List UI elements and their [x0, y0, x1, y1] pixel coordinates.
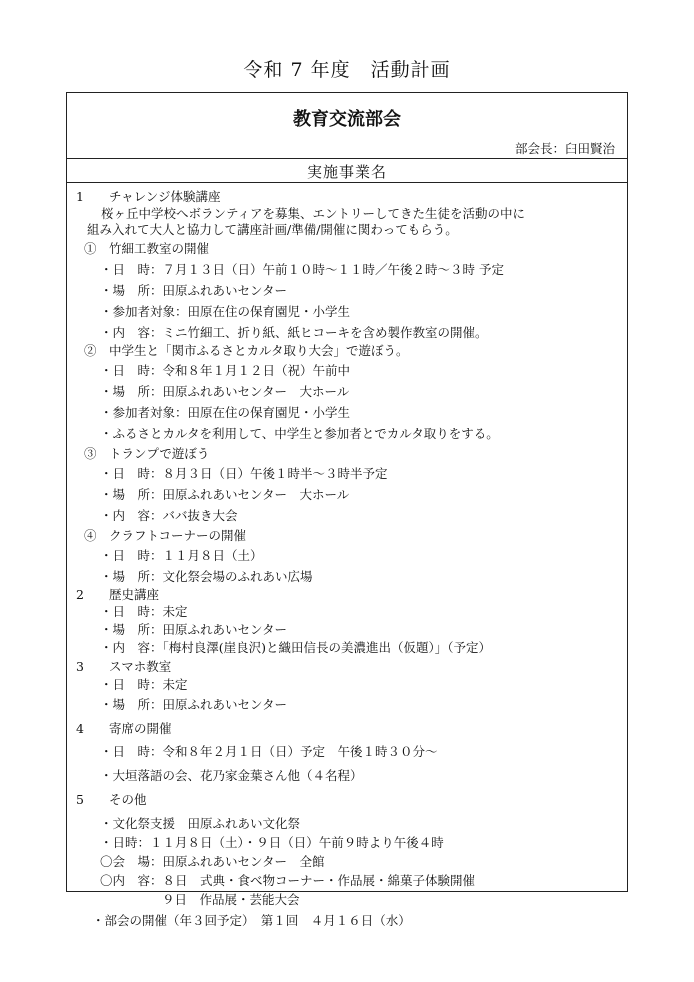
item-1-description: 組み入れて大人と協力して講座計画/準備/開催に関わってもらう。 [87, 222, 458, 237]
chair-name: 部会長：臼田賢治 [514, 141, 615, 156]
detail-line: ・日 時：８月３日（日）午後１時半～３時半予定 [100, 466, 388, 481]
subitem-title: ④ クラフトコーナーの開催 [84, 528, 247, 543]
item-title: 3 スマホ教室 [76, 659, 172, 674]
item-1-description: 桜ヶ丘中学校へボランティアを募集、エントリーしてきた生徒を活動の中に [101, 206, 526, 221]
detail-line: ・大垣落語の会、花乃家金葉さん他（４名程） [100, 768, 363, 783]
detail-line: ・内 容：ミニ竹細工、折り紙、紙ヒコーキを含め製作教室の開催。 [100, 325, 488, 340]
detail-line: ・参加者対象：田原在住の保育園児・小学生 [100, 304, 351, 319]
detail-line: ・ふるさとカルタを利用して、中学生と参加者とでカルタ取りをする。 [100, 426, 499, 441]
detail-line: ・場 所：田原ふれあいセンター [100, 622, 288, 637]
divider [67, 158, 627, 159]
item-title: 5 その他 [76, 792, 147, 807]
item-1-title: 1 チャレンジ体験講座 [76, 189, 221, 204]
detail-line: ・場 所：文化祭会場のふれあい広場 [100, 569, 313, 584]
detail-line: ・場 所：田原ふれあいセンター [100, 697, 288, 712]
detail-line: ・日 時：未定 [100, 677, 188, 692]
detail-line: 〇会 場：田原ふれあいセンター 全館 [100, 854, 325, 869]
subitem-title: ② 中学生と「関市ふるさとカルタ取り大会」で遊ぼう。 [84, 343, 409, 358]
detail-line: ・内 容：ババ抜き大会 [100, 508, 238, 523]
subitem-title: ① 竹細工教室の開催 [84, 241, 210, 256]
detail-line: ・日時：１１月８日（土）・９日（日）午前９時より午後４時 [100, 835, 444, 850]
detail-line: ・文化祭支援 田原ふれあい文化祭 [100, 816, 301, 831]
meeting-line: ・部会の開催（年３回予定） 第１回 ４月１６日（水） [92, 913, 411, 928]
detail-line: ・日 時：１１月８日（土） [100, 548, 263, 563]
section-heading: 実施事業名 [306, 163, 387, 181]
detail-line: ・場 所：田原ふれあいセンター 大ホール [100, 487, 350, 502]
detail-line: ・日 時：令和８年２月１日（日）予定 午後１時３０分～ [100, 744, 438, 759]
subitem-title: ③ トランプで遊ぼう [84, 446, 210, 461]
detail-line: ・場 所：田原ふれあいセンター 大ホール [100, 384, 350, 399]
detail-line: ・日 時：未定 [100, 604, 188, 619]
plan-frame [66, 92, 628, 928]
detail-line: ・内 容：「梅村良澤(崖良沢)と織田信長の美濃進出（仮題）」（予定） [100, 640, 492, 655]
detail-line: ・日 時：令和８年１月１２日（祝）午前中 [100, 363, 351, 378]
detail-line: 〇内 容：８日 式典・食べ物コーナー・作品展・綿菓子体験開催 [100, 873, 476, 888]
item-title: 2 歴史講座 [76, 587, 159, 602]
divider [67, 182, 627, 183]
item-title: 4 寄席の開催 [76, 721, 172, 736]
detail-line: ・参加者対象：田原在住の保育園児・小学生 [100, 405, 351, 420]
detail-line: ９日 作品展・芸能大会 [162, 892, 300, 907]
page-title: 令和 7 年度 活動計画 [243, 59, 451, 81]
committee-name: 教育交流部会 [293, 109, 401, 130]
detail-line: ・日 時：７月１３日（日）午前１０時～１１時／午後２時～３時 予定 [100, 262, 504, 277]
detail-line: ・場 所：田原ふれあいセンター [100, 283, 288, 298]
